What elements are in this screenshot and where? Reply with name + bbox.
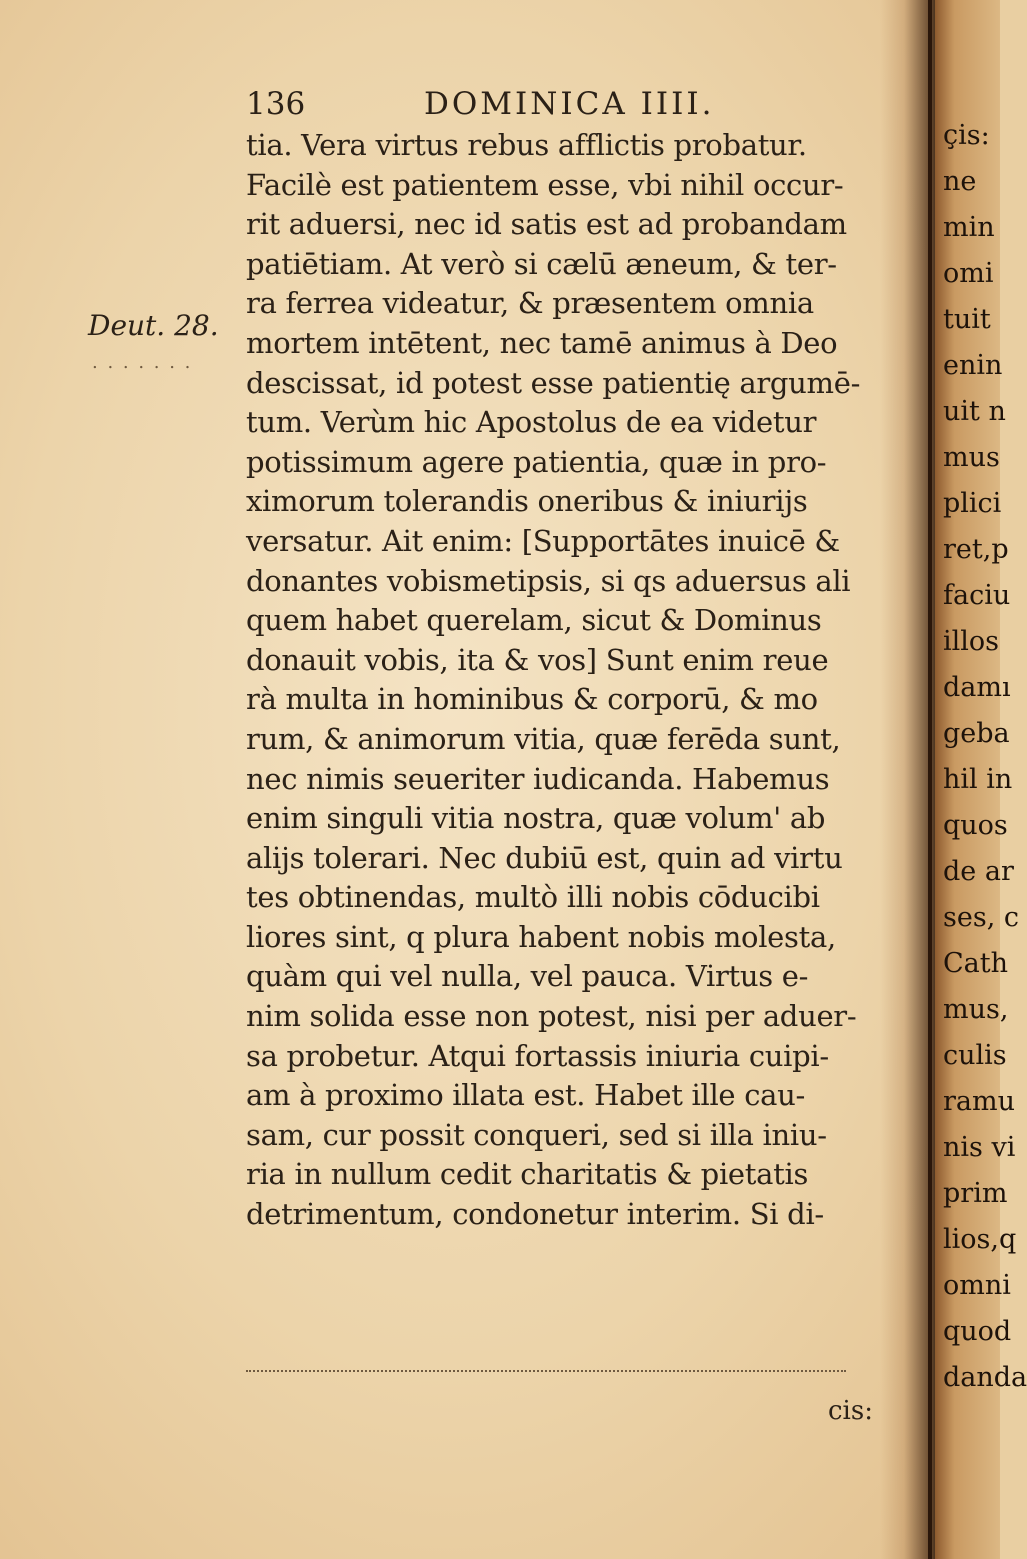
catchword: cis: — [828, 1396, 873, 1426]
text-line: Facilè est patientem esse, vbi nihil occur- — [246, 167, 844, 202]
text-line: patiētiam. At verò si cælū æneum, & ter- — [246, 246, 837, 281]
text-line: tia. Vera virtus rebus afflictis probatur. — [246, 128, 807, 162]
text-line: descissat, id potest esse patientię argumē- — [246, 365, 861, 400]
running-head — [246, 86, 886, 126]
text-line: sam, cur possit conqueri, sed si illa iniu- — [246, 1117, 827, 1152]
margin-note: Deut. 28. — [88, 309, 219, 342]
facing-text-fragment: çis: — [943, 120, 990, 151]
facing-text-fragment: damı — [943, 672, 1011, 703]
facing-text-fragment: geba — [943, 718, 1010, 749]
text-line: ximorum tolerandis oneribus & iniurijs — [246, 484, 808, 519]
facing-text-fragment: nis vi — [943, 1132, 1016, 1163]
facing-page — [935, 0, 1027, 1559]
facing-text-fragment: ne — [943, 166, 977, 197]
text-line: liores sint, q plura habent nobis molesta, — [246, 919, 836, 954]
facing-text-fragment: lios,q — [943, 1224, 1017, 1255]
facing-text-fragment: quod — [943, 1316, 1012, 1347]
facing-text-fragment: ramu — [943, 1086, 1015, 1117]
facing-text-fragment: ses, c — [943, 902, 1019, 933]
page-number: 136 — [246, 86, 306, 122]
text-line: rum, & animorum vitia, quæ ferēda sunt, — [246, 721, 841, 756]
text-line: ra ferrea videatur, & præsentem omnia — [246, 286, 814, 321]
margin-ornament: . . . . . . . — [92, 352, 193, 373]
text-line: enim singuli vitia nostra, quæ volum' ab — [246, 801, 826, 836]
facing-text-fragment: faciu — [943, 580, 1011, 611]
text-line: rit aduersi, nec id satis est ad probandam — [246, 207, 847, 242]
text-line: quàm qui vel nulla, vel pauca. Virtus e- — [246, 959, 809, 994]
facing-text-fragment: enin — [943, 350, 1003, 381]
facing-text-fragment: tuit — [943, 304, 991, 335]
text-line: donantes vobismetipsis, si qs aduersus ali — [246, 563, 851, 598]
facing-text-fragment: uit n — [943, 396, 1006, 427]
facing-text-fragment: prim — [943, 1178, 1008, 1209]
facing-text-fragment: mus, — [943, 994, 1009, 1025]
facing-text-fragment: illos — [943, 626, 1000, 657]
text-line: potissimum agere patientia, quæ in pro- — [246, 444, 827, 479]
text-line: nim solida esse non potest, nisi per aduer- — [246, 999, 857, 1034]
facing-text-fragment: min — [943, 212, 995, 243]
text-line: tes obtinendas, multò illi nobis cōducibi — [246, 880, 820, 915]
text-line: nec nimis seueriter iudicanda. Habemus — [246, 761, 830, 796]
text-line: ria in nullum cedit charitatis & pietatis — [246, 1157, 809, 1192]
facing-text-fragment: mus — [943, 442, 1000, 473]
text-line: am à proximo illata est. Habet ille cau- — [246, 1078, 806, 1113]
bottom-rule — [246, 1370, 846, 1372]
facing-text-fragment: omi — [943, 258, 994, 289]
book-spine — [928, 0, 932, 1559]
facing-text-fragment: de ar — [943, 856, 1014, 887]
facing-text-fragment: plici — [943, 488, 1002, 519]
facing-text-fragment: omni — [943, 1270, 1011, 1301]
text-line: tum. Verùm hic Apostolus de ea videtur — [246, 405, 817, 440]
facing-text-fragment: ret,p — [943, 534, 1009, 565]
facing-text-fragment: danda — [943, 1362, 1027, 1393]
text-line: sa probetur. Atqui fortassis iniuria cuipi- — [246, 1038, 829, 1073]
facing-text-fragment: Cath — [943, 948, 1008, 979]
text-line: detrimentum, condonetur interim. Si di- — [246, 1197, 824, 1232]
body-text — [246, 126, 886, 1235]
text-line: quem habet querelam, sicut & Dominus — [246, 603, 822, 638]
facing-text-fragment: culis — [943, 1040, 1007, 1071]
facing-text-fragment: hil in — [943, 764, 1013, 795]
text-line: donauit vobis, ita & vos] Sunt enim reue — [246, 642, 829, 677]
text-line: versatur. Ait enim: [Supportātes inuicē & — [246, 523, 840, 558]
text-line: alijs tolerari. Nec dubiū est, quin ad virtu — [246, 840, 843, 875]
text-line: mortem intētent, nec tamē animus à Deo — [246, 325, 838, 360]
facing-text-fragment: quos — [943, 810, 1008, 841]
header-title: DOMINICA IIII. — [424, 86, 715, 122]
text-line: rà multa in hominibus & corporū, & mo — [246, 682, 818, 717]
